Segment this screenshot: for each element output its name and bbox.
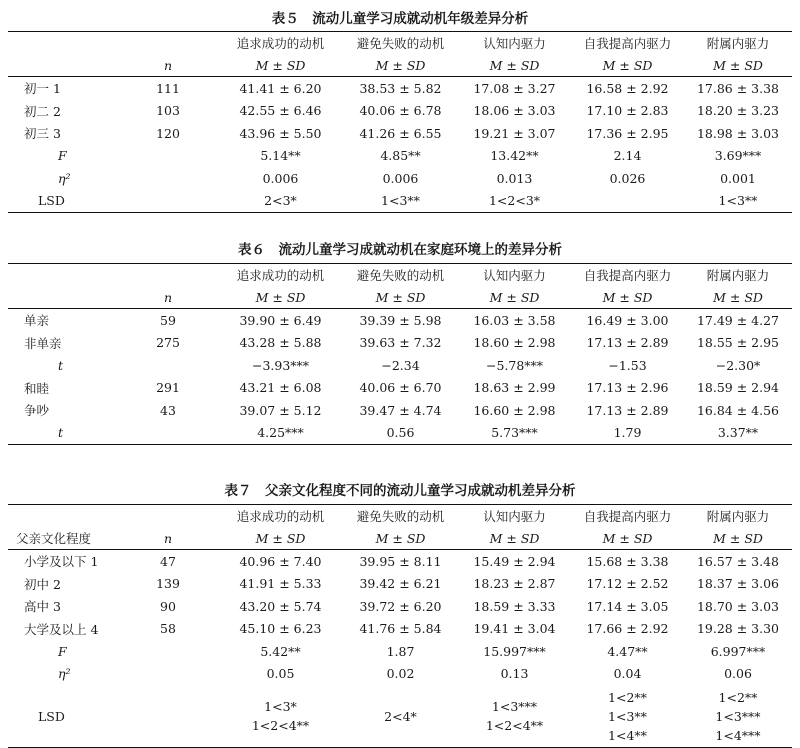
value-cell: 18.98 ± 3.03 (696, 125, 780, 141)
value-cell: 17.49 ± 4.27 (696, 312, 780, 328)
table-row (8, 399, 792, 422)
value-cell: 17.10 ± 2.83 (586, 103, 669, 119)
col-header: 附属内驱力 (706, 509, 770, 524)
value-cell: 0.013 (496, 170, 533, 186)
value-cell: 41.26 ± 6.55 (359, 125, 442, 141)
value-cell: 38.53 ± 5.82 (359, 80, 442, 96)
col-header: 认知内驱力 (483, 509, 546, 524)
value-cell: 39.07 ± 5.12 (239, 402, 322, 418)
ms-header: M ± SD (343, 54, 458, 77)
lsd-cell: 1<3* 1<2<4** (251, 699, 310, 733)
value-cell: 18.63 ± 2.99 (473, 380, 556, 396)
table-row (8, 422, 792, 445)
ms-header: M ± SD (458, 54, 571, 77)
value-cell: −1.53 (608, 357, 647, 373)
value-cell: −2.30* (715, 357, 761, 373)
value-cell: 39.63 ± 7.32 (359, 335, 442, 351)
n-cell (118, 167, 218, 190)
table-row (8, 167, 792, 190)
row-label: 大学及以上 4 (24, 621, 99, 637)
col-header: 自我提高内驱力 (583, 268, 672, 283)
value-cell: 5.14** (260, 148, 301, 164)
table-row (8, 354, 792, 377)
ms-header: M ± SD (684, 286, 792, 309)
value-cell: −2.34 (381, 357, 420, 373)
value-cell: 17.12 ± 2.52 (586, 576, 669, 592)
row-label: 单亲 (24, 313, 50, 329)
value-cell: 1.87 (386, 643, 415, 659)
row-label: t (58, 357, 64, 373)
value-cell: 17.66 ± 2.92 (586, 621, 669, 637)
row-label: t (58, 425, 64, 441)
col-header: 追求成功的动机 (236, 36, 325, 51)
value-cell: 6.997*** (710, 643, 766, 659)
value-cell: 15.68 ± 3.38 (586, 553, 669, 569)
value-cell: 0.006 (262, 170, 299, 186)
value-cell: 43.21 ± 6.08 (239, 380, 322, 396)
value-cell (571, 190, 684, 213)
value-cell: 13.42** (490, 148, 539, 164)
value-cell: 0.001 (720, 170, 756, 186)
ms-header: M ± SD (571, 527, 684, 550)
ms-header: M ± SD (684, 527, 792, 550)
n-cell: 58 (160, 621, 176, 637)
n-cell: 47 (160, 553, 176, 569)
ms-header: M ± SD (571, 286, 684, 309)
n-cell: 59 (160, 312, 176, 328)
value-cell: 43.28 ± 5.88 (239, 335, 322, 351)
value-cell: 5.42** (260, 643, 301, 659)
row-label: 初二 2 (24, 103, 61, 119)
value-cell: 0.006 (382, 170, 419, 186)
value-cell: 18.60 ± 2.98 (473, 335, 556, 351)
ms-header: M ± SD (218, 527, 343, 550)
value-cell: 41.91 ± 5.33 (239, 576, 322, 592)
value-cell: 15.997*** (483, 643, 546, 659)
n-header: n (118, 286, 218, 309)
n-header: n (118, 527, 218, 550)
value-cell: 17.36 ± 2.95 (586, 125, 669, 141)
table-6 (8, 263, 792, 445)
row-label: F (58, 643, 67, 659)
n-cell (118, 190, 218, 213)
stub-header: 父亲文化程度 (8, 527, 118, 550)
value-cell: 1<2<3* (488, 193, 541, 209)
value-cell: 18.06 ± 3.03 (473, 103, 556, 119)
value-cell: 3.37** (717, 425, 759, 441)
value-cell: 0.026 (609, 170, 646, 186)
table-6-caption: 表６ 流动儿童学习成就动机在家庭环境上的差异分析 (238, 242, 562, 258)
col-header: 自我提高内驱力 (583, 36, 672, 51)
lsd-cell: 1<2** 1<3** 1<4** (608, 689, 647, 743)
col-header: 认知内驱力 (483, 268, 546, 283)
value-cell: 18.20 ± 3.23 (696, 103, 780, 119)
value-cell: 41.76 ± 5.84 (359, 621, 442, 637)
table-row (8, 573, 792, 596)
value-cell: 17.13 ± 2.89 (586, 402, 669, 418)
value-cell: 39.95 ± 8.11 (359, 553, 442, 569)
table-row (8, 122, 792, 145)
value-cell: −3.93*** (251, 357, 310, 373)
table-5-caption: 表５ 流动儿童学习成就动机年级差异分析 (271, 11, 529, 27)
table-7-lsd-body (8, 685, 792, 748)
table-row (8, 595, 792, 618)
value-cell: 0.02 (386, 666, 415, 682)
ms-header: M ± SD (571, 54, 684, 77)
ms-header: M ± SD (458, 286, 571, 309)
value-cell: 0.06 (724, 666, 752, 682)
table-row (8, 332, 792, 355)
row-label: 争吵 (24, 403, 50, 419)
value-cell: 16.84 ± 4.56 (696, 402, 780, 418)
value-cell: 18.37 ± 3.06 (696, 576, 780, 592)
value-cell: 43.20 ± 5.74 (239, 598, 322, 614)
value-cell: 19.28 ± 3.30 (696, 621, 780, 637)
value-cell: 39.72 ± 6.20 (359, 598, 442, 614)
value-cell: 16.49 ± 3.00 (586, 312, 669, 328)
value-cell: 4.47** (607, 643, 648, 659)
ms-header: M ± SD (458, 527, 571, 550)
n-cell: 120 (156, 125, 180, 141)
value-cell: 0.05 (266, 666, 295, 682)
table-7-caption: 表７ 父亲文化程度不同的流动儿童学习成就动机差异分析 (224, 483, 576, 499)
row-label: 高中 3 (24, 599, 61, 615)
value-cell: 39.90 ± 6.49 (239, 312, 322, 328)
row-label: 非单亲 (24, 335, 62, 351)
value-cell: 19.41 ± 3.04 (473, 621, 556, 637)
value-cell: 40.96 ± 7.40 (239, 553, 322, 569)
value-cell: 40.06 ± 6.70 (359, 380, 442, 396)
table-row (8, 663, 792, 686)
value-cell: 3.69*** (714, 148, 762, 164)
value-cell: 45.10 ± 6.23 (239, 621, 322, 637)
lsd-cell: 1<3*** 1<2<4** (485, 699, 544, 733)
value-cell: 39.42 ± 6.21 (359, 576, 442, 592)
ms-header: M ± SD (684, 54, 792, 77)
value-cell: 5.73*** (491, 425, 538, 441)
n-cell: 275 (156, 335, 180, 351)
table-row (8, 77, 792, 100)
table-row (8, 377, 792, 400)
value-cell: 0.04 (613, 666, 642, 682)
value-cell: 17.13 ± 2.96 (586, 380, 669, 396)
value-cell: 17.13 ± 2.89 (586, 335, 669, 351)
value-cell: 17.86 ± 3.38 (696, 80, 780, 96)
table-7 (8, 504, 792, 748)
n-cell: 139 (156, 576, 180, 592)
table-row (8, 550, 792, 573)
col-header: 追求成功的动机 (236, 268, 325, 283)
col-header: 附属内驱力 (706, 268, 770, 283)
table-row (8, 190, 792, 213)
table-row (8, 100, 792, 123)
value-cell: 2<3* (264, 193, 297, 209)
table-row-lsd (8, 685, 792, 748)
row-label: 初三 3 (24, 126, 61, 142)
value-cell: 42.55 ± 6.46 (239, 103, 322, 119)
col-header: 避免失败的动机 (356, 509, 445, 524)
value-cell: 0.56 (386, 425, 415, 441)
value-cell: 17.14 ± 3.05 (586, 598, 669, 614)
value-cell: 16.58 ± 2.92 (586, 80, 669, 96)
value-cell: 1<3** (718, 193, 758, 209)
row-label: F (58, 148, 67, 164)
row-label: LSD (38, 193, 65, 209)
n-cell (118, 354, 218, 377)
row-label: 初一 1 (24, 81, 61, 97)
value-cell: 4.25*** (257, 425, 304, 441)
col-header: 自我提高内驱力 (583, 509, 672, 524)
row-label: LSD (38, 708, 65, 724)
value-cell: 40.06 ± 6.78 (359, 103, 442, 119)
value-cell: 2.14 (613, 148, 642, 164)
value-cell: 17.08 ± 3.27 (473, 80, 556, 96)
value-cell: 4.85** (380, 148, 421, 164)
n-cell (118, 663, 218, 686)
n-cell (118, 145, 218, 168)
table-row (8, 145, 792, 168)
ms-header: M ± SD (343, 286, 458, 309)
row-label: 和睦 (24, 380, 50, 396)
value-cell: 18.70 ± 3.03 (696, 598, 780, 614)
col-header: 附属内驱力 (706, 36, 770, 51)
ms-header: M ± SD (218, 54, 343, 77)
n-cell: 90 (160, 598, 176, 614)
value-cell: 18.59 ± 2.94 (696, 380, 780, 396)
value-cell: 16.57 ± 3.48 (696, 553, 780, 569)
n-cell (118, 640, 218, 663)
col-header: 追求成功的动机 (236, 509, 325, 524)
value-cell: 1<3** (381, 193, 420, 209)
value-cell: 41.41 ± 6.20 (239, 80, 322, 96)
value-cell: −5.78*** (485, 357, 544, 373)
col-header: 避免失败的动机 (356, 268, 445, 283)
value-cell: 15.49 ± 2.94 (473, 553, 556, 569)
value-cell: 0.13 (500, 666, 529, 682)
value-cell: 18.23 ± 2.87 (473, 576, 556, 592)
table-row (8, 309, 792, 332)
table-5 (8, 31, 792, 213)
col-header: 避免失败的动机 (356, 36, 445, 51)
n-cell: 103 (156, 103, 180, 119)
ms-header: M ± SD (343, 527, 458, 550)
value-cell: 18.55 ± 2.95 (696, 335, 780, 351)
n-cell: 43 (160, 402, 176, 418)
ms-header: M ± SD (218, 286, 343, 309)
lsd-cell: 1<2** 1<3*** 1<4*** (715, 689, 761, 743)
value-cell: 1.79 (613, 425, 642, 441)
value-cell: 39.39 ± 5.98 (359, 312, 442, 328)
row-label: η² (58, 170, 71, 186)
table-row (8, 640, 792, 663)
value-cell: 18.59 ± 3.33 (473, 598, 556, 614)
row-label: 小学及以下 1 (24, 554, 99, 570)
value-cell: 39.47 ± 4.74 (359, 402, 442, 418)
value-cell: 19.21 ± 3.07 (473, 125, 556, 141)
lsd-cell: 2<4* (384, 708, 417, 724)
n-cell (118, 422, 218, 445)
value-cell: 43.96 ± 5.50 (239, 125, 322, 141)
table-row (8, 618, 792, 641)
value-cell: 16.03 ± 3.58 (473, 312, 556, 328)
col-header: 认知内驱力 (483, 36, 546, 51)
row-label: 初中 2 (24, 576, 61, 592)
value-cell: 16.60 ± 2.98 (473, 402, 556, 418)
n-cell: 111 (156, 80, 180, 96)
row-label: η² (58, 666, 71, 682)
n-cell: 291 (156, 380, 180, 396)
n-header: n (118, 54, 218, 77)
